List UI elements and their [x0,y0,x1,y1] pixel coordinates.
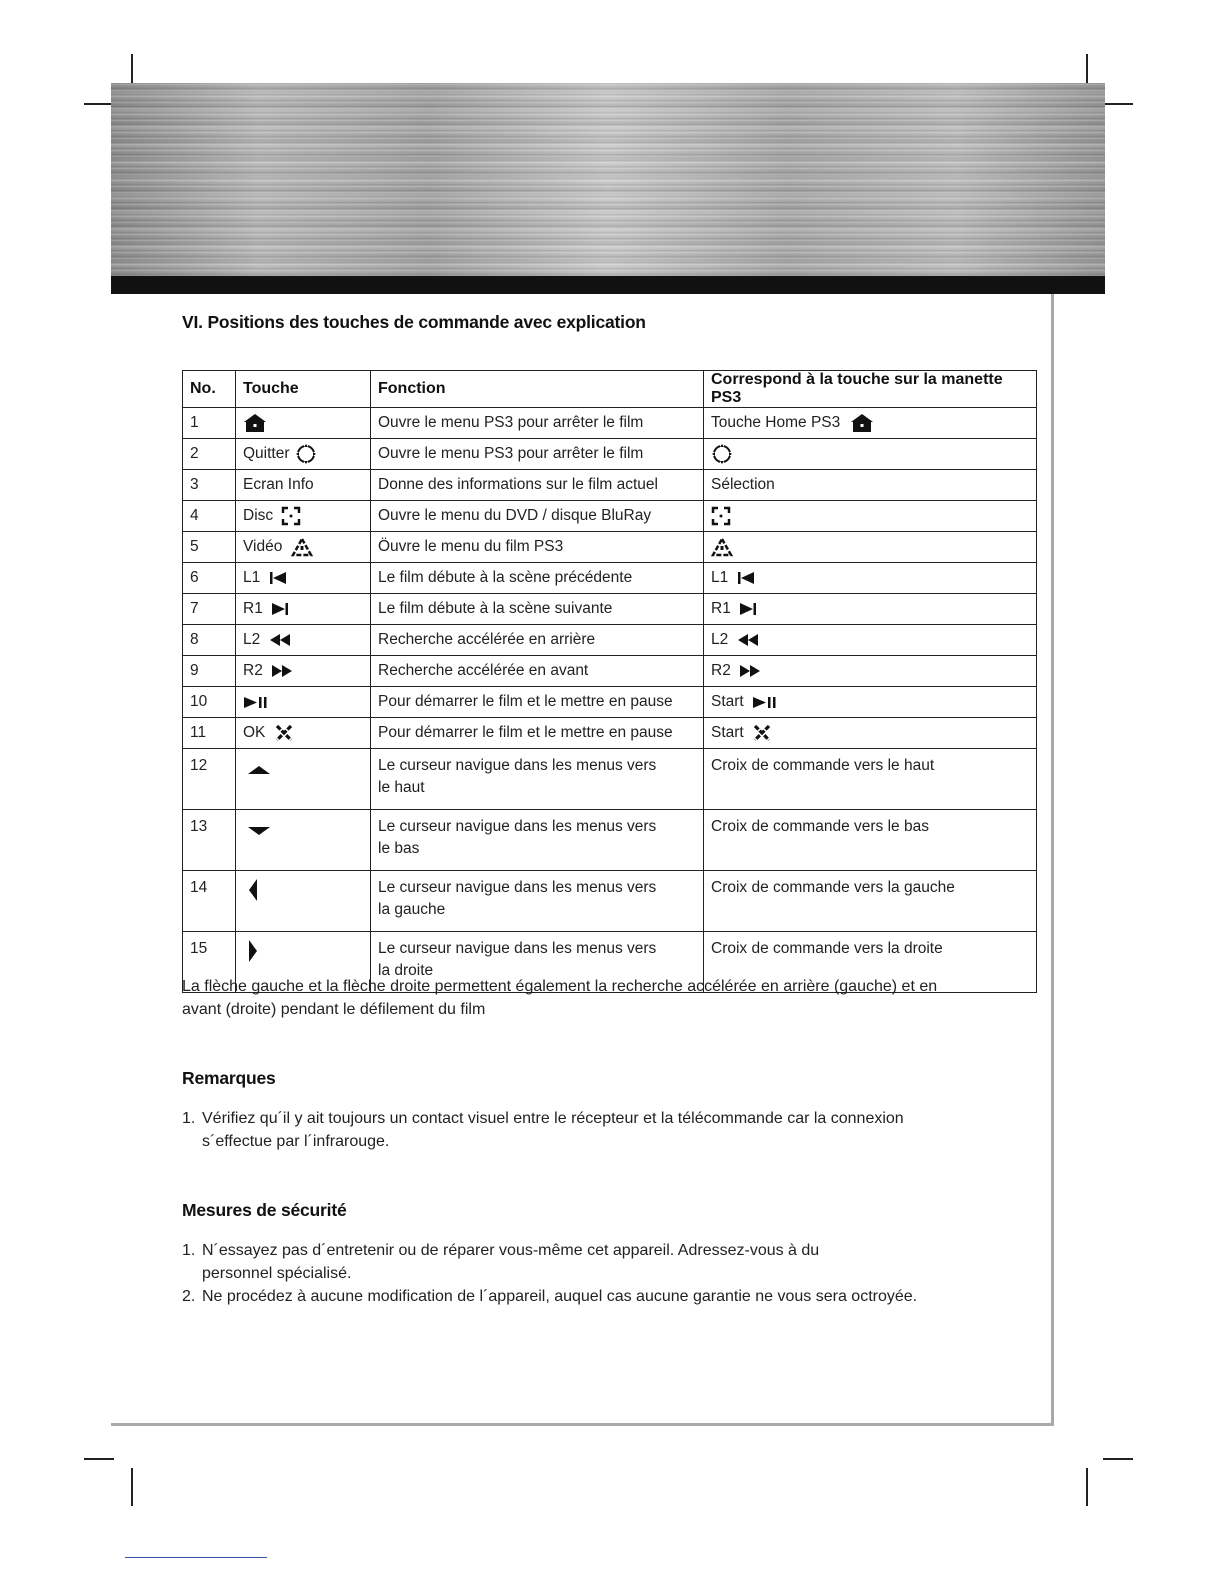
table-row [183,594,1037,625]
ps3-label: L1 [711,569,729,586]
function-cell: Le film débute à la scène suivante [371,594,704,625]
table-row [183,718,1037,749]
key-cell [236,871,371,932]
row-number: 1 [183,408,236,439]
row-number: 11 [183,718,236,749]
row-number: 9 [183,656,236,687]
home-icon [243,413,267,433]
rewind-icon [269,633,291,647]
function-cell [371,871,704,932]
item-line: personnel spécialisé. [202,1265,352,1282]
ps3-label: Start [711,724,744,741]
item-number: 1. [182,1110,196,1127]
key-label: OK [243,724,266,741]
table-header-row [183,371,1037,408]
function-cell: Ouvre le menu du DVD / disque BluRay [371,501,704,532]
function-line: Le curseur navigue dans les menus vers [378,757,657,774]
crop-mark [1103,1458,1133,1460]
cross-x-icon [274,724,294,742]
ps3-cell: Croix de commande vers la gauche [704,871,1037,932]
footer-underline [125,1557,267,1558]
function-line: la gauche [378,901,446,918]
page-right-rule [1051,294,1054,1426]
function-cell: Pour démarrer le film et le mettre en pause [371,687,704,718]
function-line: le haut [378,779,425,796]
item-line: N´essayez pas d´entretenir ou de réparer vous-même cet appareil. Adressez-vous à du [202,1242,820,1259]
ps3-label: R1 [711,600,731,617]
arrow-right-icon [245,938,261,964]
play-pause-icon [752,694,778,710]
ps3-cell [704,532,1037,563]
function-cell: Recherche accélérée en arrière [371,625,704,656]
key-label: Disc [243,507,274,524]
table-row [183,656,1037,687]
key-cell [236,501,371,532]
key-function-table [182,370,1037,993]
key-cell [236,594,371,625]
row-number: 5 [183,532,236,563]
key-cell [236,563,371,594]
crop-mark [84,1458,114,1460]
function-line: Le curseur navigue dans les menus vers [378,879,657,896]
table-row [183,408,1037,439]
video-triangle-icon [291,537,313,557]
table-row [183,563,1037,594]
item-line: s´effectue par l´infrarouge. [202,1133,390,1150]
list-item [182,1239,1032,1285]
function-cell: Le film débute à la scène précédente [371,563,704,594]
remarks-title: Remarques [182,1068,276,1088]
function-cell [371,810,704,871]
note-line: avant (droite) pendant le défilement du film [182,1001,486,1018]
function-line: le bas [378,840,420,857]
row-number: 4 [183,501,236,532]
list-item [182,1107,1032,1153]
key-cell [236,625,371,656]
table-row [183,439,1037,470]
fast-forward-icon [271,664,293,678]
crop-mark [1086,1468,1088,1506]
fast-forward-icon [739,664,761,678]
function-cell [371,749,704,810]
header-ps3: Correspond à la touche sur la manette PS3 [704,371,1037,408]
ps3-label: R2 [711,662,731,679]
key-cell [236,532,371,563]
ps3-cell [704,656,1037,687]
table-row [183,871,1037,932]
header-no: No. [183,371,236,408]
key-cell: Ecran Info [236,470,371,501]
skip-previous-icon [269,570,287,586]
crop-mark [1103,103,1133,105]
item-line: Vérifiez qu´il y ait toujours un contact visuel entre le récepteur et la télécommande car la connexion [202,1110,904,1127]
ps3-cell: Sélection [704,470,1037,501]
key-label: Vidéo [243,538,283,555]
disc-bracket-icon [281,506,301,526]
skip-next-icon [271,601,289,617]
function-line: la droite [378,962,434,979]
skip-next-icon [739,601,757,617]
key-cell [236,439,371,470]
arrow-note [182,975,1032,1021]
ps3-cell [704,408,1037,439]
row-number: 12 [183,749,236,810]
table-row [183,625,1037,656]
ps3-cell [704,687,1037,718]
banner-black-bar [111,276,1105,294]
function-cell: Recherche accélérée en avant [371,656,704,687]
brushed-metal-banner [111,83,1105,277]
list-item [182,1285,1032,1308]
row-number: 14 [183,871,236,932]
ps3-cell [704,501,1037,532]
key-label: Quitter [243,445,290,462]
ps3-cell [704,625,1037,656]
ps3-cell [704,594,1037,625]
crop-mark [131,1468,133,1506]
row-number: 2 [183,439,236,470]
ps3-cell: Croix de commande vers le haut [704,749,1037,810]
table-row [183,687,1037,718]
function-cell: Ouvre le menu PS3 pour arrêter le film [371,439,704,470]
function-cell: Donne des informations sur le film actuel [371,470,704,501]
table-row [183,749,1037,810]
page-bottom-rule [111,1423,1054,1426]
skip-previous-icon [737,570,755,586]
ps3-cell [704,439,1037,470]
crop-mark [84,103,114,105]
exit-circle-icon [295,443,317,465]
ps3-cell: Croix de commande vers la droite [704,932,1037,993]
ps3-cell [704,563,1037,594]
ps3-cell: Croix de commande vers le bas [704,810,1037,871]
ps3-label: Start [711,693,744,710]
key-label: L1 [243,569,261,586]
arrow-down-icon [246,822,272,840]
header-key: Touche [236,371,371,408]
note-line: La flèche gauche et la flèche droite permettent également la recherche accélérée en arrière (gauche) et en [182,978,938,995]
ps3-cell [704,718,1037,749]
cross-x-icon [752,724,772,742]
exit-circle-icon [711,443,733,465]
key-cell [236,810,371,871]
safety-list [182,1239,1032,1308]
row-number: 15 [183,932,236,993]
ps3-label: Touche Home PS3 [711,414,841,431]
row-number: 7 [183,594,236,625]
key-label: R1 [243,600,263,617]
function-line: Le curseur navigue dans les menus vers [378,940,657,957]
rewind-icon [737,633,759,647]
item-number: 2. [182,1288,196,1305]
item-number: 1. [182,1242,196,1259]
key-cell [236,749,371,810]
row-number: 13 [183,810,236,871]
key-label: L2 [243,631,261,648]
key-cell [236,718,371,749]
key-cell [236,656,371,687]
key-label: R2 [243,662,263,679]
arrow-left-icon [245,877,261,903]
row-number: 3 [183,470,236,501]
table-row [183,532,1037,563]
table-row [183,810,1037,871]
key-cell [236,687,371,718]
remarks-list [182,1107,1032,1153]
section-title: VI. Positions des touches de commande avec explication [182,312,646,332]
video-triangle-icon [711,537,733,557]
key-cell [236,408,371,439]
disc-bracket-icon [711,506,731,526]
row-number: 6 [183,563,236,594]
header-function: Fonction [371,371,704,408]
row-number: 10 [183,687,236,718]
arrow-up-icon [246,761,272,779]
ps3-label: L2 [711,631,729,648]
safety-title: Mesures de sécurité [182,1200,347,1220]
play-pause-icon [243,694,269,710]
table-row [183,470,1037,501]
function-cell: Pour démarrer le film et le mettre en pause [371,718,704,749]
home-icon [849,413,875,433]
item-line: Ne procédez à aucune modification de l´appareil, auquel cas aucune garantie ne vous sera octroyée. [202,1288,918,1305]
function-line: Le curseur navigue dans les menus vers [378,818,657,835]
row-number: 8 [183,625,236,656]
function-cell: Ouvre le menu PS3 pour arrêter le film [371,408,704,439]
table-row [183,501,1037,532]
function-cell: Öuvre le menu du film PS3 [371,532,704,563]
